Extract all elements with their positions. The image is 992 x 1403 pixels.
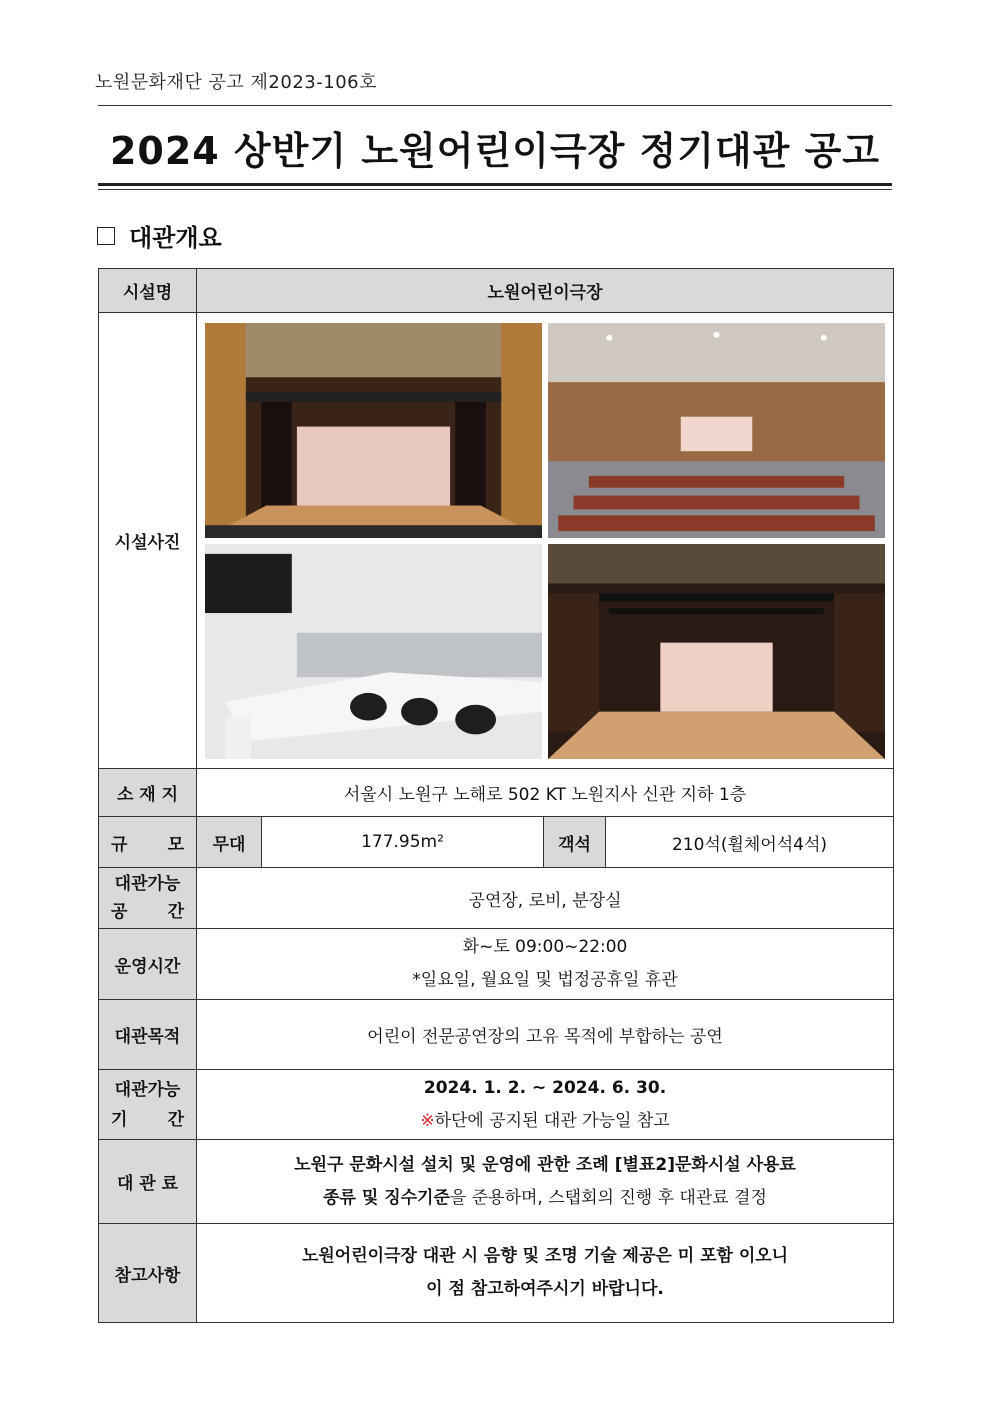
fee-line-2: 종류 및 징수기준을 준용하며, 스탭회의 진행 후 대관료 결정 [323,1187,767,1208]
hours-closed-note: *일요일, 월요일 및 법정공휴일 휴관 [412,970,678,990]
space-label: 대관가능 공 간 [99,868,197,929]
title-rule-thin [98,189,892,190]
row-scale [99,817,894,868]
purpose-label: 대관목적 [99,1000,197,1070]
page-title: 2024 상반기 노원어린이극장 정기대관 공고 [109,129,880,173]
photos-label: 시설사진 [99,313,197,769]
fee-cell [197,1140,894,1224]
period-cell [197,1070,894,1140]
row-location [99,769,894,817]
location-label: 소 재 지 [99,769,197,817]
hours-label: 운영시간 [99,929,197,1000]
notice-number: 노원문화재단 공고 제2023-106호 [95,72,377,93]
stage-value: 177.95m² [262,817,544,868]
photo-stage-lighting [548,544,885,759]
fee-line-1: 노원구 문화시설 설치 및 운영에 관한 조례 [별표2]문화시설 사용료 [294,1154,796,1175]
row-period [99,1070,894,1140]
seats-label: 객석 [544,817,606,868]
row-photos [99,313,894,769]
rental-overview-table [98,268,894,1323]
facility-value: 노원어린이극장 [197,269,894,313]
facility-label: 시설명 [99,269,197,313]
title-rule-thick [98,183,892,186]
photo-grid [197,318,893,764]
space-value: 공연장, 로비, 분장실 [197,868,894,929]
row-space [99,868,894,929]
row-fee [99,1140,894,1224]
photos-cell [197,313,894,769]
notes-cell [197,1224,894,1323]
period-value: 2024. 1. 2. ~ 2024. 6. 30. [423,1077,667,1098]
notes-label: 참고사항 [99,1224,197,1323]
checkbox-square-icon [97,227,115,245]
purpose-value: 어린이 전문공연장의 고유 목적에 부합하는 공연 [197,1000,894,1070]
section-title: 대관개요 [129,224,222,252]
period-note: ※하단에 공지된 대관 가능일 참고 [420,1110,670,1131]
hours-cell [197,929,894,1000]
period-label: 대관가능 기 간 [99,1070,197,1140]
scale-label: 규 모 [99,817,197,868]
row-hours [99,929,894,1000]
notes-line-1: 노원어린이극장 대관 시 음향 및 조명 기술 제공은 미 포함 이오니 [301,1246,789,1266]
notes-line-2: 이 점 참고하여주시기 바랍니다. [426,1279,664,1299]
row-purpose [99,1000,894,1070]
photo-dressing-room [205,544,542,759]
seats-value: 210석(휠체어석4석) [606,817,894,868]
section-heading [97,218,222,253]
top-rule [98,105,892,106]
hours-value: 화~토 09:00~22:00 [462,937,628,957]
fee-label: 대 관 료 [99,1140,197,1224]
location-value: 서울시 노원구 노해로 502 KT 노원지사 신관 지하 1층 [197,769,894,817]
row-notes [99,1224,894,1323]
photo-stage-front [205,323,542,538]
photo-auditorium-seats [548,323,885,538]
stage-label: 무대 [197,817,262,868]
row-facility [99,269,894,313]
